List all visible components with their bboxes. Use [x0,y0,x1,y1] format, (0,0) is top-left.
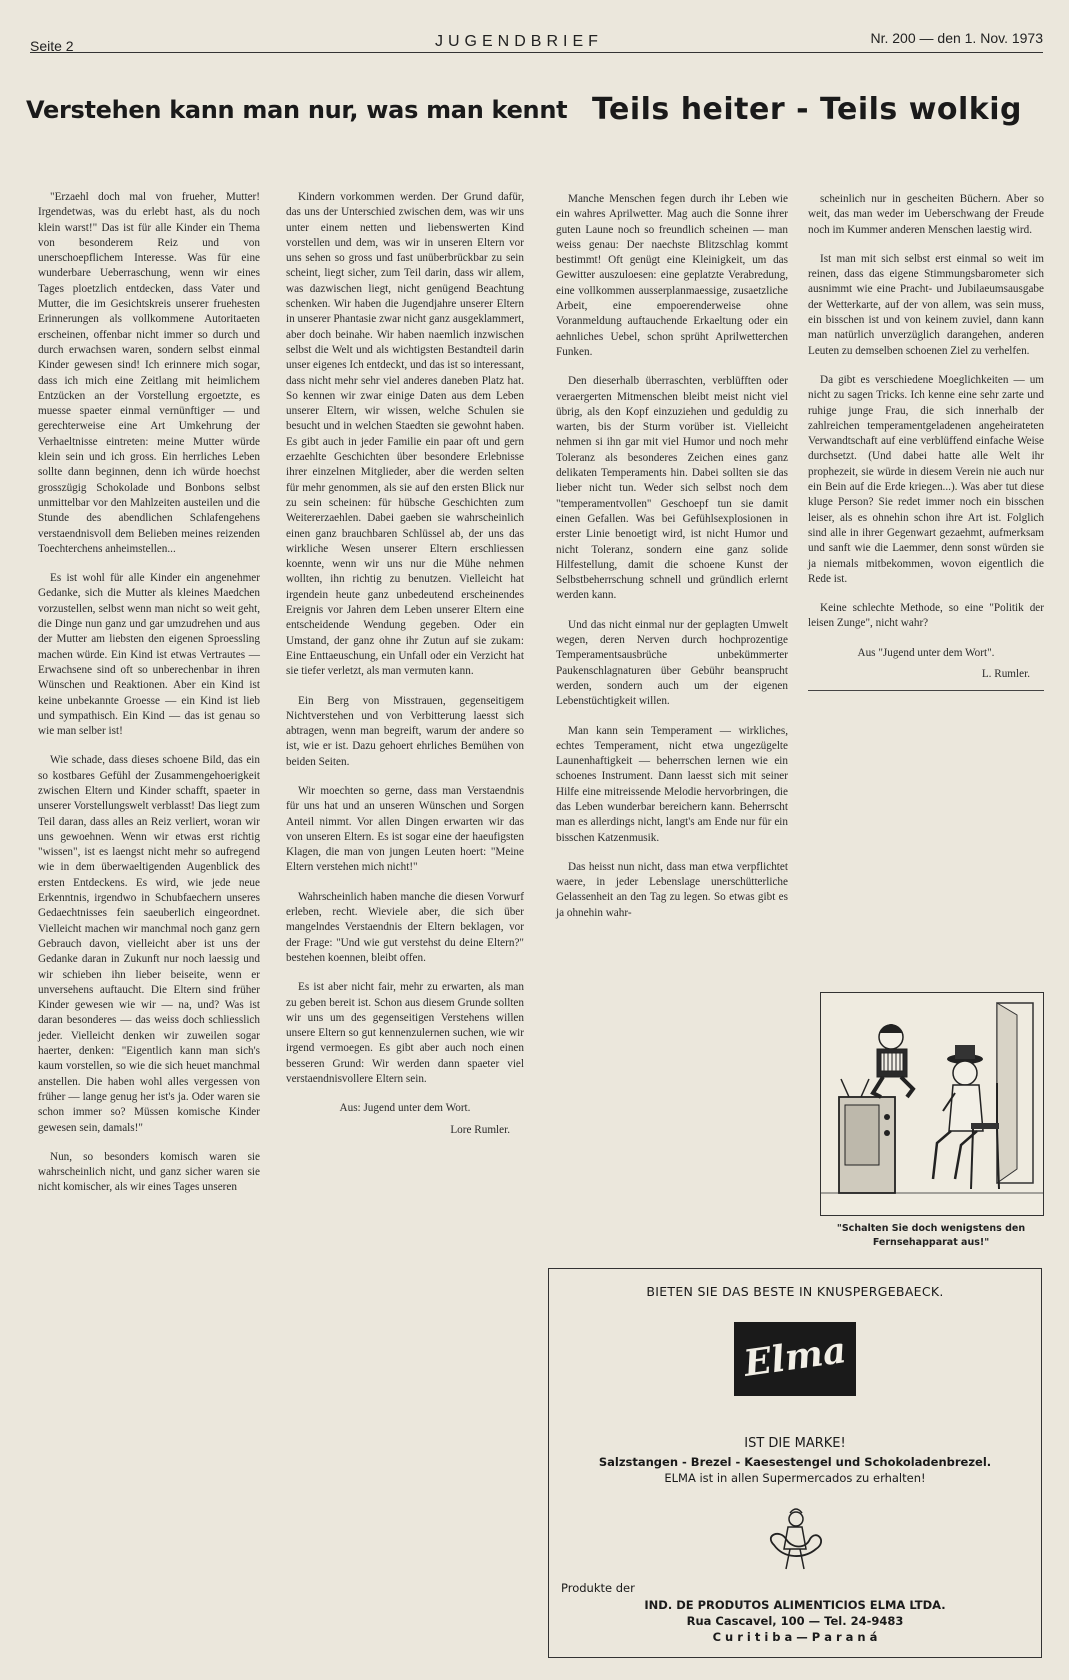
paragraph: Da gibt es verschiedene Moeglichkeiten — um nicht zu sagen Tricks. Ich kenne eine sehr zarte und ruhige junge Frau, die sich innerhalb der zahlreichen temperamentgeladenen angeheirateten Verwandtschaft auf eine verblüffend einfache Weise durchsetzt. (Und dabei hatte alle Welt ihr prophezeit, sie würde in diesem Verein nie auch nur ein Bein auf die Erde kriegen...). Was aber tut diese kluge Person? Sie redet immer noch ein bisschen leiser, als es ohnehin schon ihre Art ist. Folglich sind alle in ihrer Gegenwart gezaehmt, aufmerksam und sanft wie die Laemmer, denn sonst würden sie ja niemals mitbekommen, wovon eigentlich die Rede ist. [808,373,1044,585]
ad-city: C u r i t i b a — P a r a n á [712,1630,878,1644]
ad-company: IND. DE PRODUTOS ALIMENTICIOS ELMA LTDA. [644,1598,946,1612]
article1-author: Lore Rumler. [450,1123,510,1136]
paragraph: Und das nicht einmal nur der geplagten Umwelt wegen, deren Nerven durch hochprozentige Temperamentsausbrüche unbekümmerter Paukenschlagnaturen über Gebühr beansprucht werden, sondern auch um der eigenen Lebenstüchtigkeit willen. [556,618,788,708]
article2-column-1 [556,192,788,935]
elma-advertisement [548,1268,1042,1658]
header-rule [30,52,1043,53]
article-title-right: Teils heiter - Teils wolkig [592,92,1023,127]
article2-author: L. Rumler. [981,668,1030,681]
ad-products: Salzstangen - Brezel - Kaesestengel und Schokoladenbrezel. [598,1455,992,1469]
cartoon-caption: "Schalten Sie doch wenigstens den Fernsehapparat aus!" [836,1223,1026,1248]
paragraph: Manche Menschen fegen durch ihr Leben wie ein wahres Aprilwetter. Mag auch die Sonne ihrer guten Laune noch so freundlich scheinen — man weiss genau: Der naechste Blitzschlag kommt bestimmt! Oft genügt eine Kleinigkeit, um das Gewitter auszuloesen: eine geplatzte Verabredung, eine vollkommen ausserplanmaessige, zusaetzliche Arbeit, eine empoerenderweise ohne Voranmeldung auftauchende Erkaeltung oder ein aehnliches Uebel, schon sprüht Aprilwetterchen Funken. [556,193,788,358]
paragraph: Wir moechten so gerne, dass man Verstaendnis für uns hat und an unseren Wünschen und Sorgen Anteil nimmt. Vor allen Dingen erwarten wir das von unseren Eltern. Es ist sogar eine der haeufigsten Klagen, die man von jungen Leuten hoert: "Meine Eltern verstehen mich nicht!" [286,784,524,874]
paragraph: Wie schade, dass dieses schoene Bild, das ein so kostbares Gefühl der Zusammengehoerigkeit zwischen Eltern und Kinder schafft, spaeter in unserer Vorstellungswelt verblasst! Das liegt zum Teil daran, dass alles an Reiz verliert, woran wir uns gewoehnen. Wenn wir etwas erst richtig "wissen", ist es laengst nicht mehr so aufregend wie in dem überwaeltigenden Augenblick des ersten Entdeckens. Es wird, wie jede neue Erkenntnis, irgendwo in Schubfaechern unseres Gedaechtnisses fein saeuberlich eingeordnet. Vielleicht machen wir manchmal noch ganz gern Gebrauch davon, vielleicht aber ist uns der Gedanke daran in Zukunft nur noch laessig und wir schieben ihn lieber beiseite, wenn er unversehens auftaucht. Die Eltern sind früher Kinder gewesen wie wir — na, und? Was ist daran besonderes — das weiss doch schliesslich jeder. Vielleicht denken wir zuweilen sogar haerter, denken: "Eigentlich kann man sich's kaum vorstellen, so wie die sich heuet manchmal anstellen. Die haben wohl alles vergessen von früher — lange genug her ist's ja. Oder waren sie schon immer so? Müssen komische Kinder gewesen sein, damals!" [38,754,260,1134]
elma-logo [734,1322,856,1396]
ad-company-block [549,1597,1041,1645]
article1-column-2 [286,190,524,1146]
ad-availability: ELMA ist in allen Supermercados zu erhalten! [664,1471,926,1485]
cartoon-drawing-icon [821,993,1043,1215]
paragraph: Ein Berg von Misstrauen, gegenseitigem Nichtverstehen und von Verbitterung laesst sich abtragen, wenn man begreift, warum der andere so ist, wie er ist. Dazu gehoert ehrliches Bemühen von beiden Seiten. [286,694,524,768]
ad-tagline: BIETEN SIE DAS BESTE IN KNUSPERGEBAECK. [646,1284,944,1299]
paragraph: Ist man mit sich selbst erst einmal so weit im reinen, dass das eigene Stimmungsbarometer sich ausnimmt wie eine Pracht- und Jubilaeumsausgabe der Wetterkarte, auf der von allem, was sein muss, ein bisschen ist und von keinem zuviel, dann kann man natürlich unverzüglich darangehen, anderen Leuten zu demselben schoenen Ziel zu verhelfen. [808,252,1044,357]
paragraph: Es ist wohl für alle Kinder ein angenehmer Gedanke, sich die Mutter als kleines Maedchen vorzustellen, selbst wenn man nicht so weit geht, die Dinge nun ganz und gar umzudrehen und aus der Mutter am liebsten den eigenen Sproessling machen würde. Ein Kind ist etwas Vertrautes — Erwachsene sind oft so unberechenbar in ihren Wünschen und Reaktionen. Aber ein Kind ist keine unbekannte Groesse — ein Kind ist lieb und sympathisch. Ein Kind — das ist genau so wie man selber ist! [38,572,260,738]
paragraph: Es ist aber nicht fair, mehr zu erwarten, als man zu geben bereit ist. Schon aus diesem Grunde sollten wir uns um des gegenseitigen Verstehens willen unsere Eltern so gut kennenzulernen suchen, wie wir irgend vermoegen. Es gibt aber auch noch einen besseren Grund: Wir werden dann spaeter viel verstaendnisvollere Eltern sein. [286,981,524,1086]
paragraph: Wahrscheinlich haben manche die diesen Vorwurf erleben, recht. Wieviele aber, die sich über mangelndes Verstaendnis der Eltern beklagen, vor der Frage: "Und wie gut verstehst du deine Eltern?" bestehen koennen, bleibt offen. [286,890,524,964]
article1-column-1 [38,190,260,1210]
paragraph: Man kann sein Temperament — wirkliches, echtes Temperament, nicht etwa ungezügelte Launenhaftigkeit — beherrschen lernen wie ein schoenes Instrument. Dann laesst sich mit seiner Hilfe eine mitreissende Melodie hervorbringen, die das Leben wunderbar bereichern kann. Beherrscht man es allerdings nicht, langt's am Ende nur für ein bisschen Katzenmusik. [556,724,788,844]
paragraph: Den dieserhalb überraschten, verblüfften oder veraergerten Mitmenschen bleibt meist nicht viel übrig, als den Kopf einzuziehen und geduldig zu warten, bis der Sturm vorüber ist. Vielleicht nehmen si ihn gar mit viel Humor und noch mehr Toleranz als besonderes Zeichen eines ganz delikaten Temperaments hin. Dabei sollten sie das lieber nicht tun. Weder sich selbst noch dem "temperamentvollen" Geschoepf tun sie damit einen Gefallen. Was bei Gefühlsexplosionen in erster Linie benoetigt wird, ist nicht Humor und nicht Toleranz, sondern eine ganz solide Hilfestellung, damit die schoene Kunst der Selbstbeherrschung schnell und gründlich erlernt werden kann. [556,375,788,602]
paragraph: Das heisst nun nicht, dass man etwa verpflichtet waere, in jeder Lebenslage unerschütterliche Gelassenheit an den Tag zu legen. So etwas gibt es ja ohnehin wahr- [556,860,788,919]
issue-date: Nr. 200 — den 1. Nov. 1973 [870,30,1043,46]
ad-address: Rua Cascavel, 100 — Tel. 24-9483 [686,1614,904,1628]
ad-slogan: IST DIE MARKE! [744,1436,846,1451]
ad-producer-label: Produkte der [561,1581,635,1595]
article2-column-2 [808,192,1044,691]
article-title-left: Verstehen kann man nur, was man kennt [26,96,568,124]
page-header [30,30,1043,54]
page-number: Seite 2 [30,38,74,54]
column-divider [808,690,1044,691]
paragraph: scheinlich nur in gescheiten Büchern. Aber so weit, das man weder im Ueberschwang der Freude noch im Kummer anderen Menschen laestig wird. [808,193,1044,236]
logo-text: Elma [741,1329,849,1385]
paragraph: Keine schlechte Methode, so eine "Politik der leisen Zunge", nicht wahr? [808,602,1044,630]
paragraph: "Erzaehl doch mal von frueher, Mutter! Irgendetwas, was du erlebt hast, als du noch klein warst!" Das ist für alle Kinder ein Thema von besonderem Reiz und von unerschoepflichem Interesse. Was für eine wunderbare Ueberraschung, wenn wir eines Tages ploetzlich entdecken, dass Vater und Mutter, die im Gesichtskreis unserer fruehesten Erinnerungen als vollkommene Autoritaeten erscheinen, offenbar nicht immer so durch und durch erwachsen waren, sondern selbst einmal Kinder gewesen sind! Ich erinnere mich sogar, dass ich mich eine Zeitlang mit heimlichem Entzücken an der Vorstellung ergoetzte, es muesse spaeter einmal vernünftiger — und gerechterweise eine Art Umkehrung der Verhaeltnisse eintreten: meine Mutter würde klein sein und ich gross. Ein herrliches Leben sollte dann beginnen, denn ich würde hoechst grosszügig Schokolade und Bonbons selbst unmittelbar vor den Mahlzeiten austeilen und die Stunde des abendlichen Schlafengehens verstaendnisvoll dem Belieben meines reizenden Toechterchens anheimstellen... [38,191,260,555]
masthead: JUGENDBRIEF [435,33,603,50]
article1-source: Aus: Jugend unter dem Wort. [339,1102,471,1115]
article2-source: Aus "Jugend unter dem Wort". [857,646,995,659]
paragraph: Nun, so besonders komisch waren sie wahrscheinlich nicht, und ganz sicher waren sie nicht komischer, als wir eines Tages unseren [38,1150,260,1194]
paragraph: Kindern vorkommen werden. Der Grund dafür, das uns der Unterschied zwischen dem, was wir uns unter einem netten und liebenswerten Kind vorstellen und dem, was wir in unseren Eltern vor uns sehen so gross und fast unüberbrückbar zu sein scheint, liegt sicher, zum Teil darin, dass wir allem, was dazwischen liegt, nicht genügend Beachtung schenken. Wir haben die Jugendjahre unserer Eltern in unserer Phantasie zwar nicht ganz ausgeklammert, aber doch beinahe. Wir haben naemlich inzwischen selbst die Welt und als wichtigsten Bestandteil darin unser eigenes Ich entdeckt, und das ist so interessant, dass nicht mehr sehr viel anderes daneben Platz hat. So kennen wir zwar einige Daten aus dem Leben unserer Eltern, wir wissen, welche Schulen sie besucht und in welchen Staedten sie gewohnt haben. Es gibt auch in jeder Familie ein paar oft und gern erzaehlte Geschichten über besondere Erlebnisse ihrer einzelnen Mitglieder, aber die werden selten für mehr genommen, als sie auf den ersten Blick nur zu sein scheinen: für hübsche Geschichten zum Weitererzaehlen. Dabei gaeben sie wahrscheinlich einen ganz brauchbaren Schlüssel ab, der uns das wirkliche Wesen unserer Eltern erschliessen koennte, wenn wir uns nur die Mühe nehmen wollten, ihn richtig zu benutzen. Vielleicht hat irgendein heute ganz unbedeutend erscheinendes Ereignis vor Jahren dem Leben unserer Eltern eine entscheidende Wendung gegeben. Oder ein Umstand, der ganz ohne ihr Zutun auf sie zukam: Eine Enttaeuschung, ein Unfall oder ein Verzicht hat sie tiefer verletzt, als man vermuten kann. [286,191,524,678]
cartoon-illustration [820,992,1044,1216]
pretzel-chef-icon [760,1505,830,1575]
